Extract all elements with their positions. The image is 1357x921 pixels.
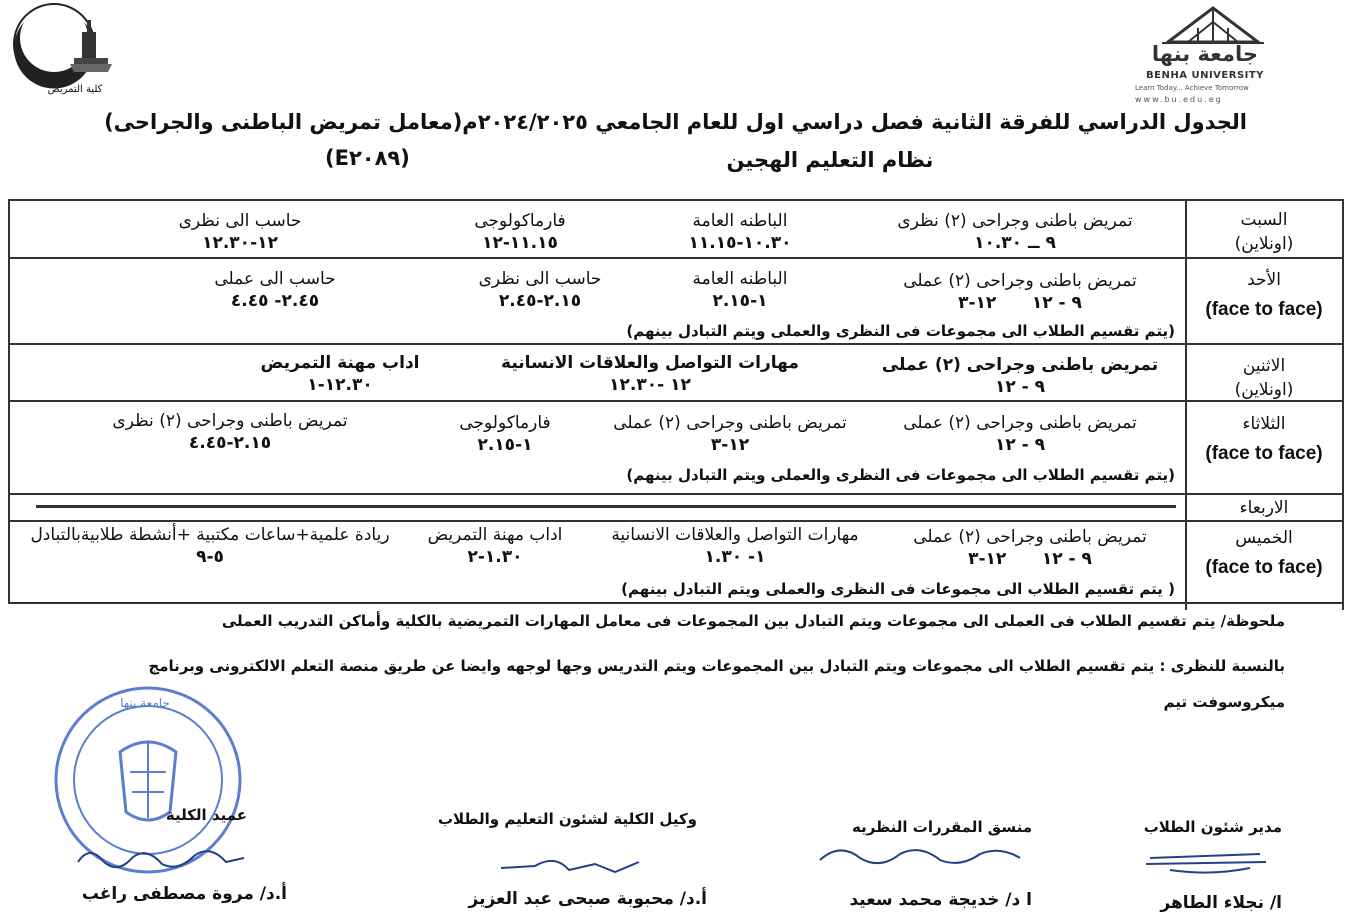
signature-name-theory-coordinator: ا د/ خديجة محمد سعيد (849, 890, 1032, 910)
session-subject: تمريض باطنى وجراحى (٢) عملى (613, 413, 847, 433)
note-practical: ملحوظة/ يتم تقسيم الطلاب فى العملى الى مجموعات ويتم التبادل بين المجموعات فى معامل المهارات التمريضية بالكلية وأماكن التدريب العملى (221, 612, 1285, 630)
row-divider (8, 493, 1344, 495)
session-subject: تمريض باطنى وجراحى (٢) عملى (881, 355, 1159, 375)
session-time: ٢.١٥-٤.٤٥ (188, 433, 272, 453)
session-subject-extra: بالتبادل (30, 525, 81, 545)
session-subject: مهارات التواصل والعلاقات الانسانية (611, 525, 859, 545)
session-cell (870, 270, 1170, 314)
session-subject: فارماكولوجى (474, 211, 566, 231)
row-divider (8, 257, 1344, 259)
session-subject: اداب مهنة التمريض (260, 353, 420, 373)
signature-name-vice-dean: أ.د/ محبوبة صبحى عبد العزيز (468, 889, 707, 909)
day-column-divider (1185, 199, 1187, 610)
session-subject: اداب مهنة التمريض (427, 525, 563, 545)
signature-name-student-affairs: ا/ نجلاء الطاهر (1160, 893, 1282, 913)
session-time: ١٢-٣ (710, 435, 750, 455)
stamp-text: جامعة بنها (120, 696, 170, 710)
day-mode: (face to face) (1205, 299, 1323, 320)
session-subject: تمريض باطنى وجراحى (٢) نظرى (897, 211, 1133, 231)
session-cell (870, 412, 1170, 456)
session-time: ٩ - ١٢ (1041, 549, 1092, 569)
day-tuesday (1188, 412, 1340, 466)
table-border-top (8, 199, 1344, 201)
row-divider (8, 400, 1344, 402)
session-subject: مهارات التواصل والعلاقات الانسانية (501, 353, 799, 373)
session-subject: الباطنه العامة (692, 211, 788, 231)
signature-theory-coordinator (810, 836, 1030, 876)
session-subject: حاسب الى نظرى (178, 211, 302, 231)
session-time: ١١.١٥-١٢ (482, 233, 558, 253)
row-note: ( يتم تقسيم الطلاب الى مجموعات فى النظرى والعملى ويتم التبادل بينهم) (621, 580, 1175, 598)
schedule-code: (E٢٠٨٩) (325, 146, 410, 170)
day-name: السبت (1240, 210, 1288, 230)
session-time: ١٠.٣٠-١١.١٥ (688, 233, 792, 253)
session-time: ١- ١.٣٠ (704, 547, 766, 567)
session-cell (640, 268, 840, 312)
row-note: (يتم تقسيم الطلاب الى مجموعات فى النظرى والعملى ويتم التبادل بينهم) (626, 466, 1175, 484)
session-time: ٢.٤٥- ٤.٤٥ (230, 291, 320, 311)
session-time: ٩ ــ ١٠.٣٠ (974, 233, 1056, 253)
session-cell (12, 524, 408, 568)
day-name: الاربعاء (1239, 498, 1289, 518)
row-note: (يتم تقسيم الطلاب الى مجموعات فى النظرى والعملى ويتم التبادل بينهم) (626, 322, 1175, 340)
session-cell (130, 210, 350, 254)
day-mode: (face to face) (1205, 443, 1323, 464)
row-divider (8, 520, 1344, 522)
session-cell (430, 412, 580, 456)
session-time: ١٢-١٢.٣٠ (202, 233, 278, 253)
benha-university-logo (1158, 2, 1268, 46)
session-time: ٩ - ١٢ (994, 435, 1046, 455)
signature-title-dean: عميد الكلية (165, 806, 247, 824)
session-time: ١-٢.١٥ (477, 435, 533, 455)
session-cell (580, 412, 880, 456)
session-time: ١-٢.١٥ (712, 291, 768, 311)
signature-dean (70, 838, 250, 878)
signature-name-dean: أ.د/ مروة مصطفى راغب (81, 884, 287, 904)
day-name: الخميس (1235, 528, 1293, 548)
signature-vice-dean (495, 848, 645, 882)
session-cell (70, 410, 390, 454)
session-time: ١.٣٠-٢ (467, 547, 523, 567)
session-cell (585, 524, 885, 568)
note-theory: بالنسبة للنظرى : يتم تقسيم الطلاب الى مجموعات ويتم التبادل بين المجموعات ويتم التدريس وجها لوجهه وايضا عن طريق منصة التعلم الالكترونى وبرنامج (148, 657, 1285, 675)
faculty-logo-caption: كلية التمريض (47, 84, 103, 95)
session-time: ٥-٩ (196, 547, 224, 567)
session-time: ١٢-٣ (958, 293, 997, 313)
session-subject: حاسب الى نظرى (478, 269, 602, 289)
session-cell (410, 524, 580, 568)
wednesday-strike-line (36, 505, 1176, 508)
session-subject: تمريض باطنى وجراحى (٢) عملى (903, 413, 1137, 433)
session-time: ٢.١٥-٢.٤٥ (498, 291, 582, 311)
session-subject: تمريض باطنى وجراحى (٢) عملى (913, 527, 1147, 547)
schedule-subtitle: نظام التعليم الهجين (726, 148, 934, 172)
day-thursday (1188, 526, 1340, 580)
row-divider (8, 343, 1344, 345)
day-name: الثلاثاء (1242, 414, 1286, 434)
session-cell (440, 268, 640, 312)
day-mode: (face to face) (1205, 557, 1323, 578)
session-subject: تمريض باطنى وجراحى (٢) عملى (903, 271, 1137, 291)
day-name: الاثنين (1242, 356, 1286, 376)
session-cell (640, 210, 840, 254)
day-mode: (اونلاين) (1234, 234, 1294, 254)
signature-title-student-affairs: مدير شئون الطلاب (1143, 818, 1282, 836)
day-sunday (1188, 268, 1340, 322)
session-time: ٩ - ١٢ (994, 377, 1046, 397)
university-tagline: Learn Today... Achieve Tomorrow (1135, 84, 1249, 92)
session-subject: ريادة علمية+ساعات مكتبية +أنشطة طلابية (80, 525, 390, 545)
day-wednesday (1188, 496, 1340, 520)
day-monday (1188, 354, 1340, 402)
session-subject: تمريض باطنى وجراحى (٢) نظرى (112, 411, 348, 431)
day-name: الأحد (1247, 270, 1281, 290)
note-theory-cont: ميكروسوفت تيم (1163, 693, 1285, 711)
table-border-right (1342, 199, 1344, 610)
day-mode: (اونلاين) (1234, 380, 1294, 400)
session-cell (240, 352, 440, 396)
signature-student-affairs (1140, 840, 1280, 880)
day-saturday (1188, 208, 1340, 256)
session-subject: فارماكولوجى (459, 413, 551, 433)
university-name-ar: جامعة بنها (1151, 42, 1259, 66)
session-cell (420, 210, 620, 254)
session-cell (180, 268, 370, 312)
session-time: ١٢.٣٠-١ (307, 375, 373, 395)
session-cell (860, 210, 1170, 254)
session-cell (880, 526, 1180, 570)
session-cell (870, 354, 1170, 398)
signature-title-vice-dean: وكيل الكلية لشئون التعليم والطلاب (437, 810, 697, 828)
session-time: ١٢ -١٢.٣٠ (609, 375, 691, 395)
signature-title-theory-coordinator: منسق المقررات النظريه (851, 818, 1032, 836)
session-cell (490, 352, 810, 396)
session-time: ١٢-٣ (968, 549, 1007, 569)
session-time: ٩ - ١٢ (1031, 293, 1082, 313)
table-border-bottom (8, 602, 1344, 604)
session-subject: حاسب الى عملى (214, 269, 336, 289)
university-website: www.bu.edu.eg (1135, 95, 1223, 104)
university-name-en: BENHA UNIVERSITY (1146, 70, 1264, 81)
session-subject: الباطنه العامة (692, 269, 788, 289)
schedule-title: الجدول الدراسي للفرقة الثانية فصل دراسي اول للعام الجامعي ٢٠٢٤/٢٠٢٥م(معامل تمريض الباطنى والجراحى) (104, 110, 1247, 134)
